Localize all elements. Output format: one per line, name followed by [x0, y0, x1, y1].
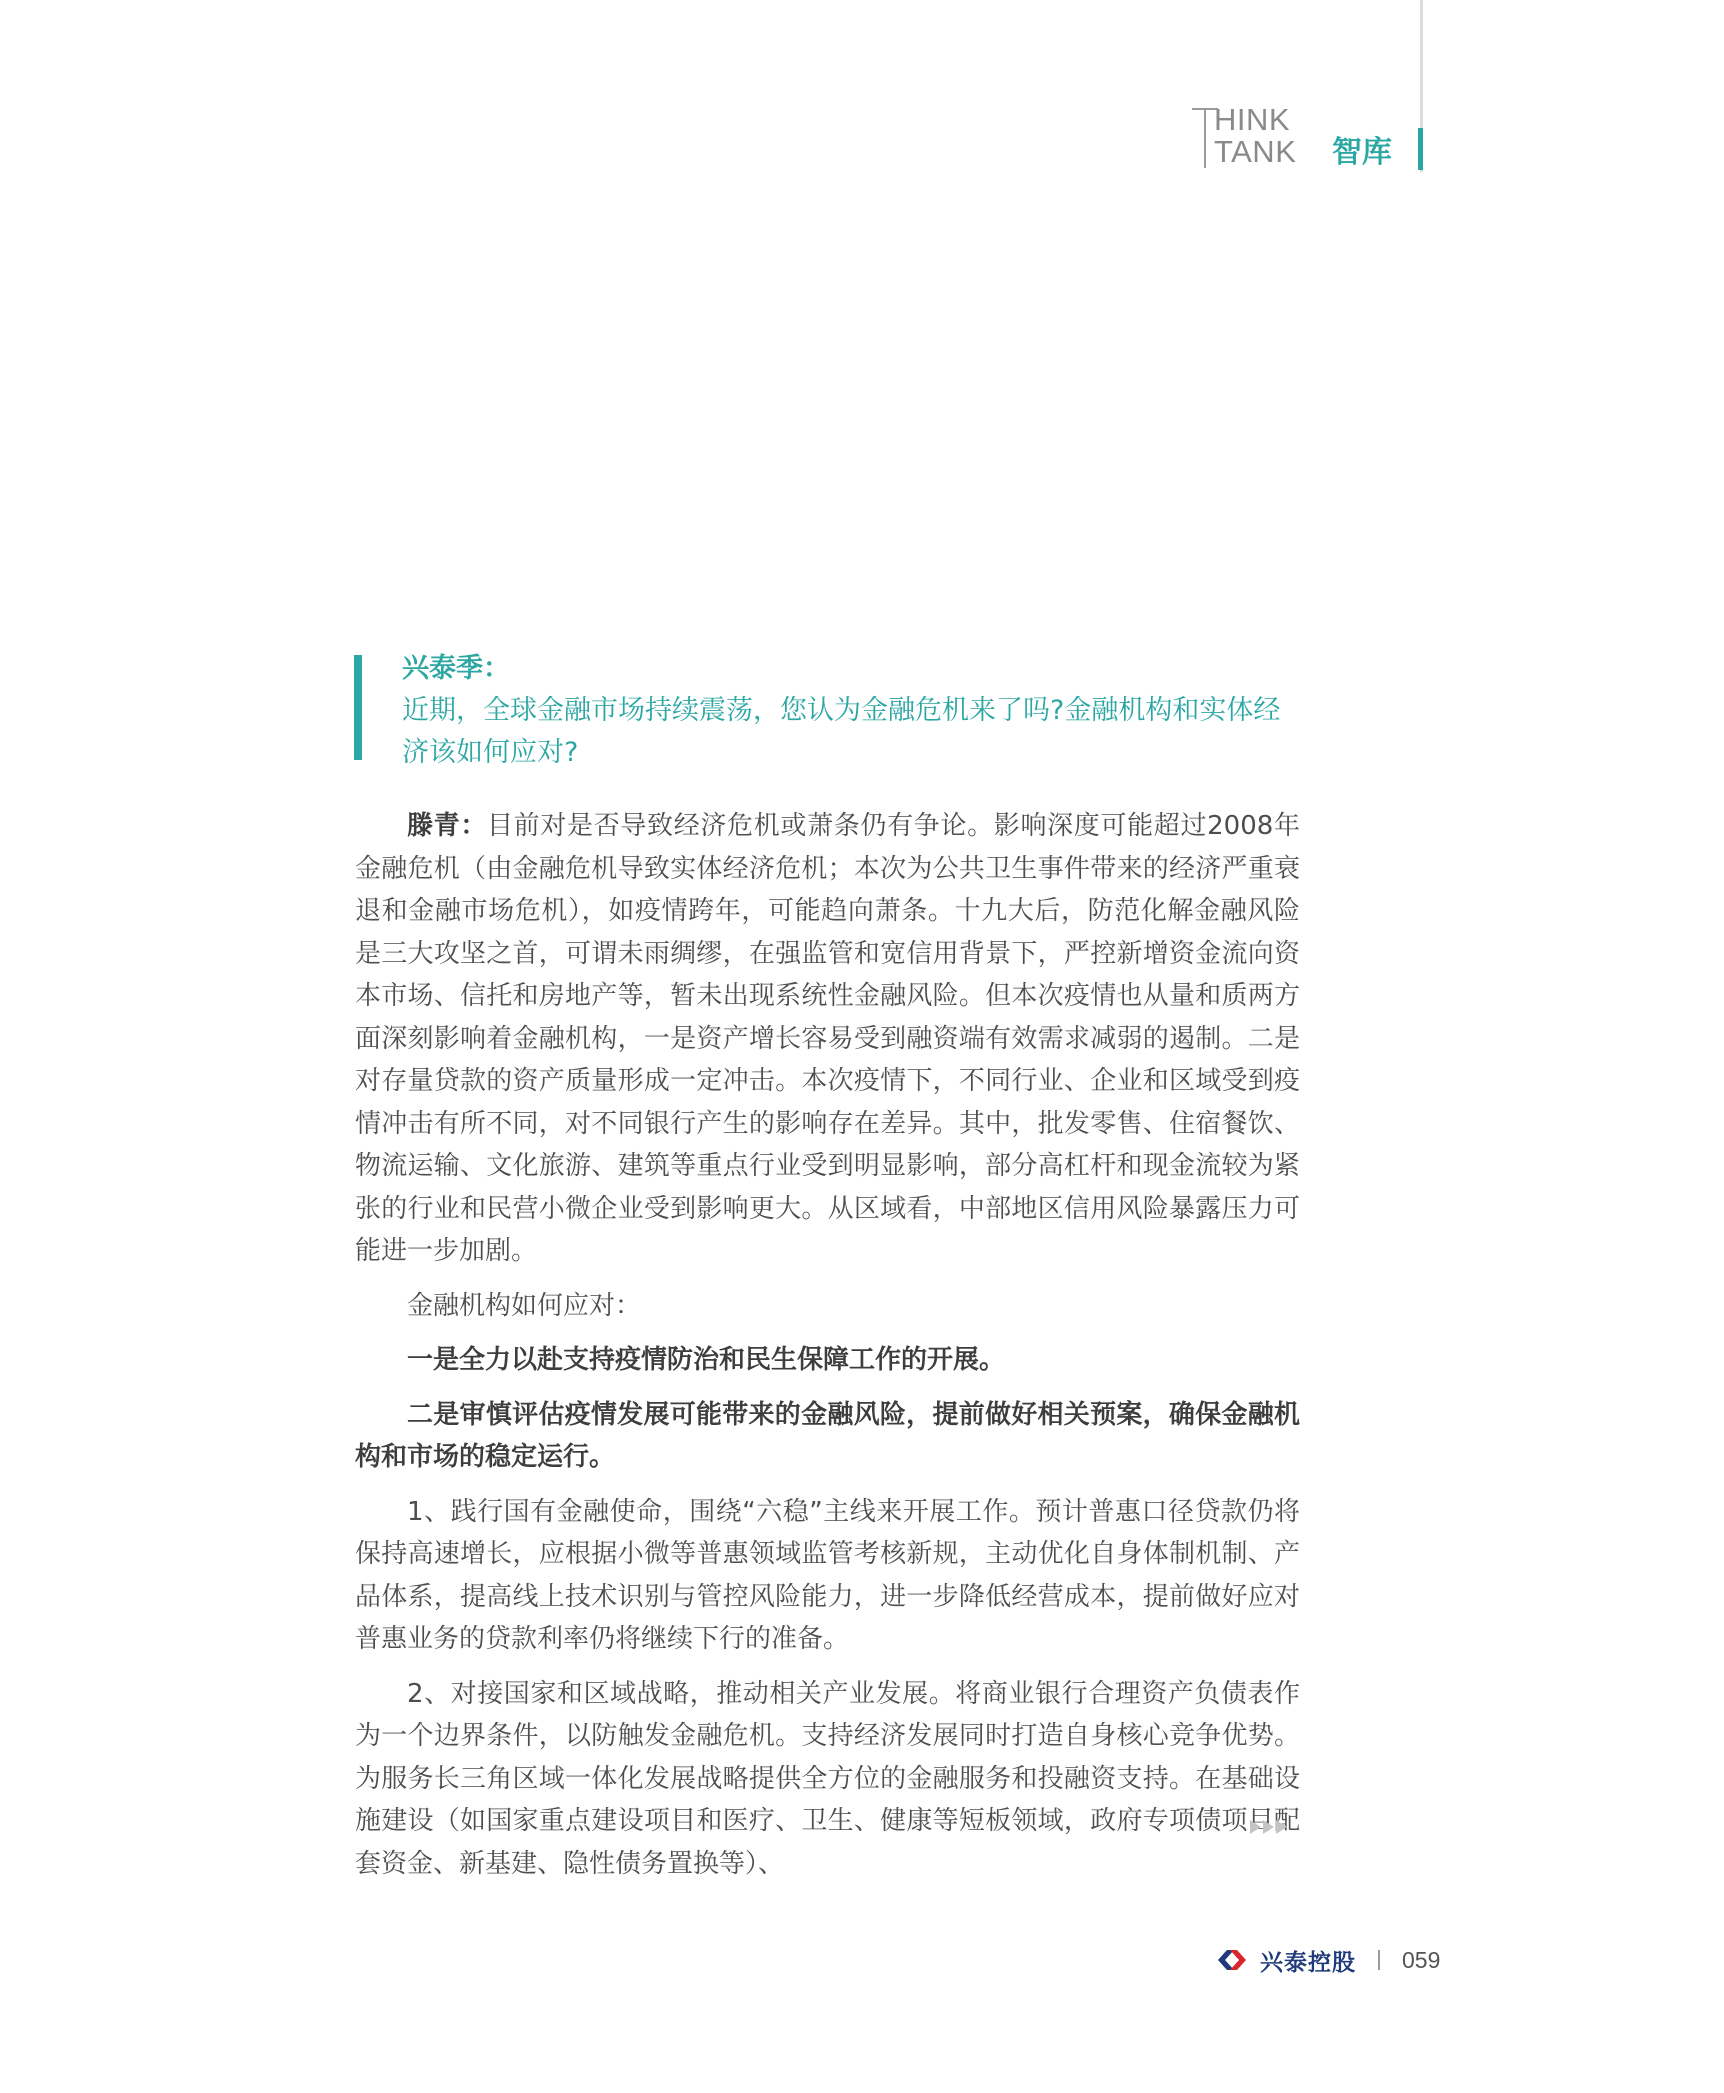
answer-paragraph-5: 1、践行国有金融使命，围绕“六稳”主线来开展工作。预计普惠口径贷款仍将保持高速增长，应根据小微等普惠领域监管考核新规，主动优化自身体制机制、产品体系，提高线上技术识别与管控风险能力，进一步降低经营成本，提前做好应对普惠业务的贷款利率仍将继续下行的准备。	[355, 1496, 1300, 1654]
header-accent-bar	[1418, 128, 1423, 170]
question-label: 兴泰季：	[402, 653, 510, 684]
page-footer	[1212, 1940, 1440, 1980]
speaker-name: 滕青：	[407, 811, 488, 841]
think-tank-cn: 智库	[1332, 135, 1392, 170]
continue-arrows-icon	[1250, 1820, 1287, 1834]
question-block	[402, 648, 1302, 774]
answer-paragraph-2: 金融机构如何应对：	[407, 1290, 642, 1321]
answer-paragraph-1	[355, 805, 1300, 1273]
think-tank-t-stem	[1204, 108, 1206, 168]
arrow-right-icon	[1276, 1820, 1287, 1834]
company-logo-text: 兴泰控股	[1260, 1949, 1356, 1976]
company-logo-icon	[1212, 1945, 1252, 1975]
think-tank-line2: TANK	[1214, 134, 1297, 169]
think-tank-brand	[1192, 102, 1397, 172]
arrow-right-icon	[1250, 1820, 1261, 1834]
page-number: 059	[1402, 1946, 1441, 1973]
question-accent-bar	[354, 655, 362, 760]
answer-paragraph-4: 二是审慎评估疫情发展可能带来的金融风险，提前做好相关预案，确保金融机构和市场的稳定运行。	[355, 1399, 1300, 1472]
answer-paragraph-1-text: 目前对是否导致经济危机或萧条仍有争论。影响深度可能超过2008年金融危机（由金融危机导致实体经济危机；本次为公共卫生事件带来的经济严重衰退和金融市场危机），如疫情跨年，可能趋向萧条。十九大后，防范化解金融风险是三大攻坚之首，可谓未雨绸缪，在强监管和宽信用背景下，严控新增资金流向资本市场、信托和房地产等，暂未出现系统性金融风险。但本次疫情也从量和质两方面深刻影响着金融机构，一是资产增长容易受到融资端有效需求减弱的遏制。二是对存量贷款的资产质量形成一定冲击。本次疫情下，不同行业、企业和区域受到疫情冲击有所不同，对不同银行产生的影响存在差异。其中，批发零售、住宿餐饮、物流运输、文化旅游、建筑等重点行业受到明显影响，部分高杠杆和现金流较为紧张的行业和民营小微企业受到影响更大。从区域看，中部地区信用风险暴露压力可能进一步加剧。	[355, 811, 1300, 1266]
footer-separator	[1378, 1950, 1380, 1970]
article-body	[355, 805, 1300, 1897]
answer-paragraph-3: 一是全力以赴支持疫情防治和民生保障工作的开展。	[407, 1345, 1006, 1375]
think-tank-line1: HINK	[1214, 102, 1291, 137]
answer-paragraph-6: 2、对接国家和区域战略，推动相关产业发展。将商业银行合理资产负债表作为一个边界条件，以防触发金融危机。支持经济发展同时打造自身核心竞争优势。为服务长三角区域一体化发展战略提供全方位的金融服务和投融资支持。在基础设施建设（如国家重点建设项目和医疗、卫生、健康等短板领域，政府专项债项目配套资金、新基建、隐性债务置换等）、	[355, 1678, 1300, 1879]
question-text: 近期，全球金融市场持续震荡，您认为金融危机来了吗?金融机构和实体经济该如何应对?	[402, 695, 1281, 768]
arrow-right-icon	[1263, 1820, 1274, 1834]
